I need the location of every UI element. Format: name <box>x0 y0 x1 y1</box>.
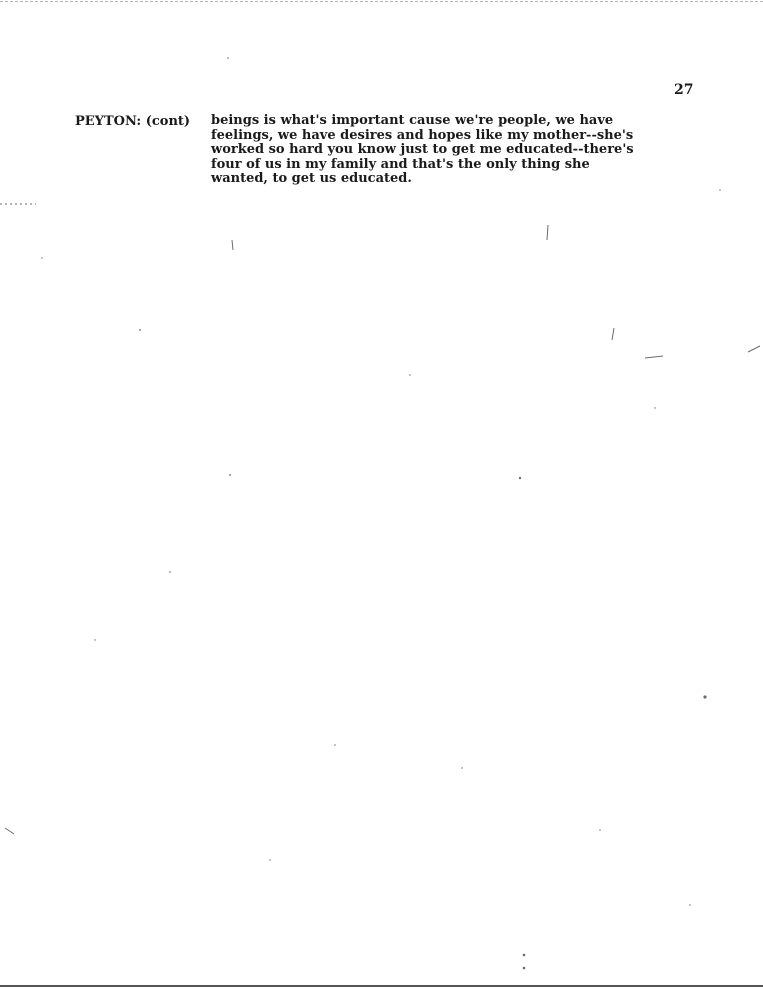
speech-line: four of us in my family and that's the only thing she <box>211 156 590 172</box>
page-top-edge <box>0 1 763 2</box>
page-number: 27 <box>674 82 694 98</box>
speech-block <box>211 114 651 187</box>
speaker-label: PEYTON: (cont) <box>75 114 191 129</box>
page-bottom-edge <box>0 985 763 987</box>
speech-line: beings is what's important cause we're people, we have <box>211 113 614 128</box>
speech-line: feelings, we have desires and hopes like my mother--she's <box>211 127 634 143</box>
speech-line: worked so hard you know just to get me educated--there's <box>211 142 634 158</box>
speech-line: wanted, to get us educated. <box>211 171 412 187</box>
